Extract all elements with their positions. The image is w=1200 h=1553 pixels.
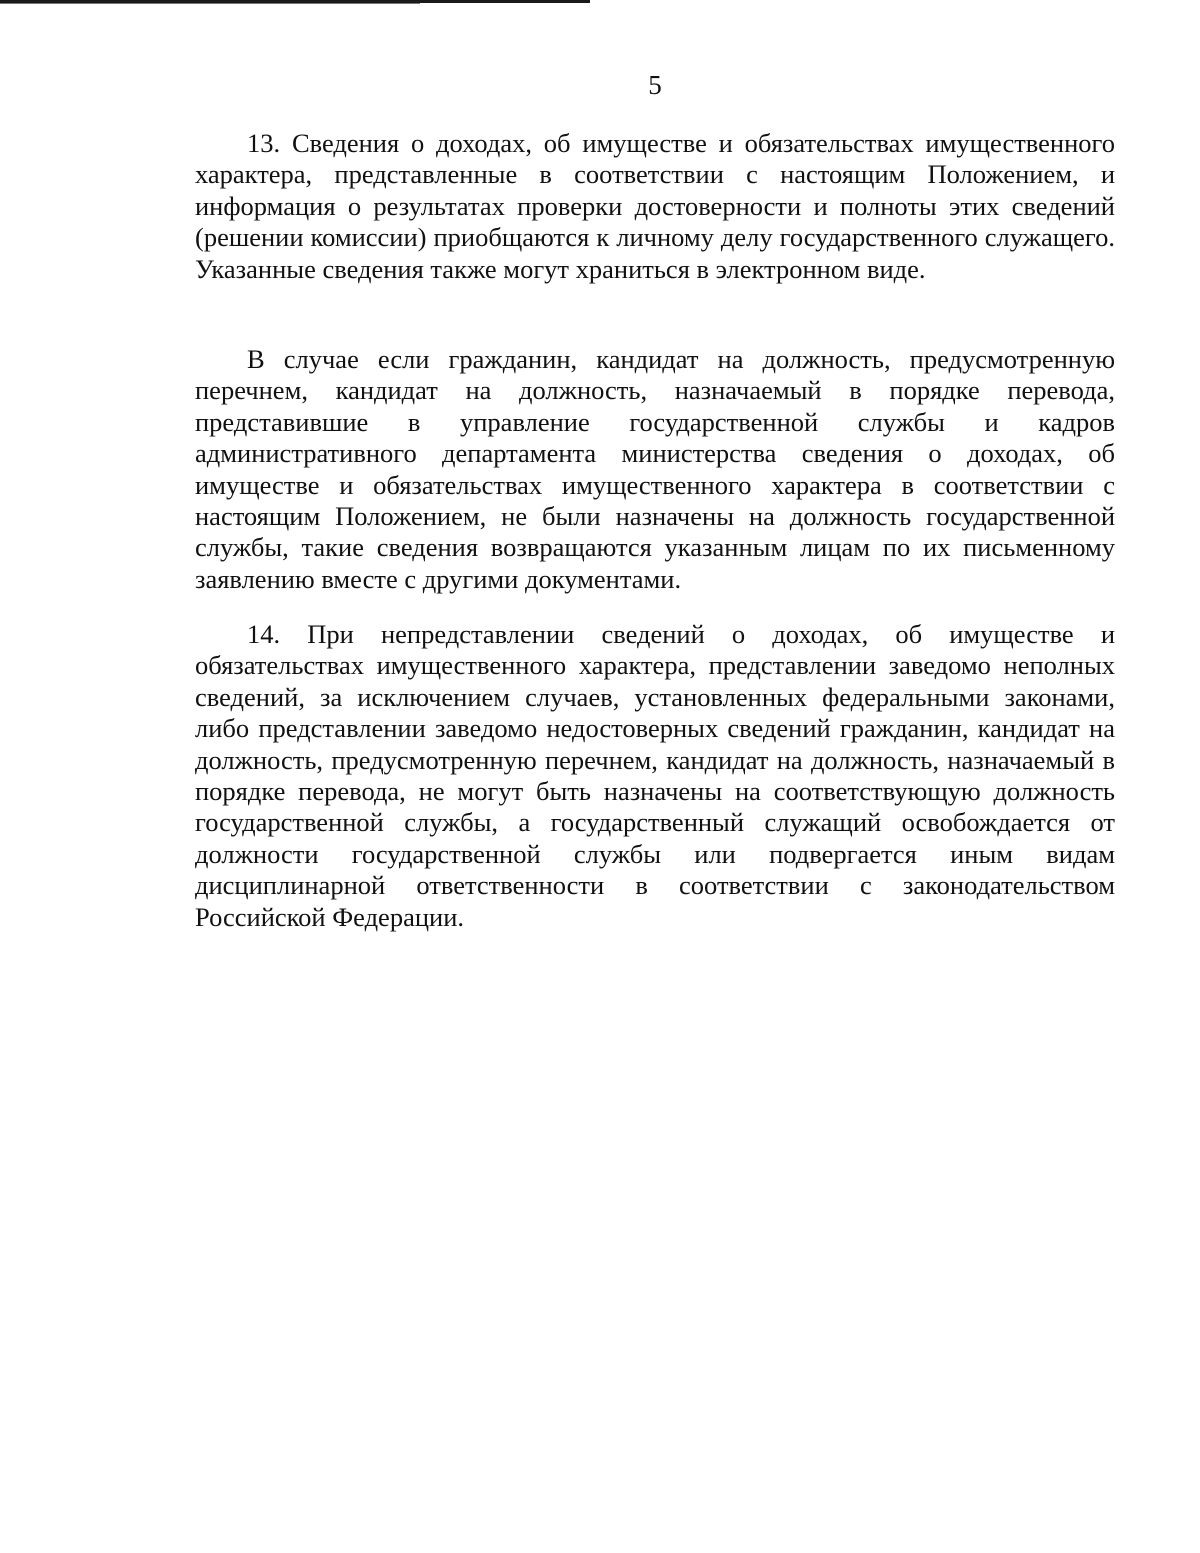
page-number: 5 [648,70,662,100]
paragraph-14: 14. При непредставлении сведений о доходах, об имуществе и обязательствах имущественного характера, представлении заведомо неполных сведений, за исключением случаев, установленных федеральными законами, либо представлении заведомо недостоверных сведений гражданин, кандидат на должность, предусмотренную перечнем, кандидат на должность, назначаемый в порядке перевода, не могут быть назначены на соответствующую должность государственной службы, а государственный служащий освобождается от должности государственной службы или подвергается иным видам дисциплинарной ответственности в соответствии с законодательством Российской Федерации. [195,619,1115,932]
scan-edge-shadow [0,3,420,4]
paragraph-13-continuation: В случае если гражданин, кандидат на должность, предусмотренную перечнем, кандидат на должность, назначаемый в порядке перевода, представившие в управление государственной службы и кадров административного департамента министерства сведения о доходах, об имуществе и обязательствах имущественного характера в соответствии с настоящим Положением, не были назначены на должность государственной службы, такие сведения возвращаются указанным лицам по их письменному заявлению вместе с другими документами. [195,344,1115,594]
paragraph-13: 13. Сведения о доходах, об имуществе и обязательствах имущественного характера, представленные в соответствии с настоящим Положением, и информация о результатах проверки достоверности и полноты этих сведений (решении комиссии) приобщаются к личному делу государственного служащего. Указанные сведения также могут храниться в электронном виде. [195,128,1115,284]
